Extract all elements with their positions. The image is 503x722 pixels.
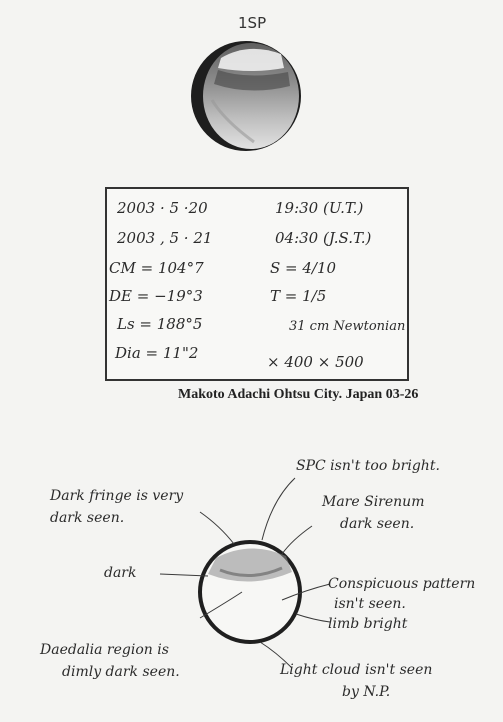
note-limb: limb bright — [328, 616, 408, 632]
note-cloud-line1: Light cloud isn't seen — [280, 662, 433, 678]
mars-drawing-top — [188, 38, 304, 154]
jst-time: 04:30 (J.S.T.) — [275, 229, 372, 247]
jst-date: 2003 , 5 · 21 — [117, 229, 213, 247]
declination: DE = −19°3 — [109, 287, 203, 305]
note-dark: dark — [104, 565, 137, 581]
note-daedalia-line2: dimly dark seen. — [62, 664, 180, 680]
note-cloud-line2: by N.P. — [342, 684, 391, 700]
note-mare-line2: dark seen. — [340, 516, 415, 532]
note-pattern-line1: Conspicuous pattern — [328, 576, 476, 592]
ut-date: 2003 · 5 ·20 — [117, 199, 208, 217]
note-spc: SPC isn't too bright. — [296, 458, 440, 474]
solar-longitude: Ls = 188°5 — [117, 315, 203, 333]
transparency: T = 1/5 — [270, 287, 327, 305]
note-pattern-line2: isn't seen. — [334, 596, 406, 612]
note-daedalia-line1: Daedalia region is — [40, 642, 169, 658]
note-fringe-line1: Dark fringe is very — [50, 488, 184, 504]
seeing: S = 4/10 — [270, 259, 337, 277]
magnification: × 400 × 500 — [267, 353, 364, 371]
apparent-diameter: Dia = 11"2 — [115, 344, 199, 362]
telescope: 31 cm Newtonian — [289, 319, 406, 334]
page-title: 1SP — [238, 14, 267, 32]
note-fringe-line2: dark seen. — [50, 510, 125, 526]
observation-data-card — [105, 187, 409, 381]
ut-time: 19:30 (U.T.) — [275, 199, 364, 217]
observer-caption: Makoto Adachi Ohtsu City. Japan 03-26 — [178, 387, 419, 402]
note-mare-line1: Mare Sirenum — [322, 494, 425, 510]
central-meridian: CM = 104°7 — [109, 259, 204, 277]
